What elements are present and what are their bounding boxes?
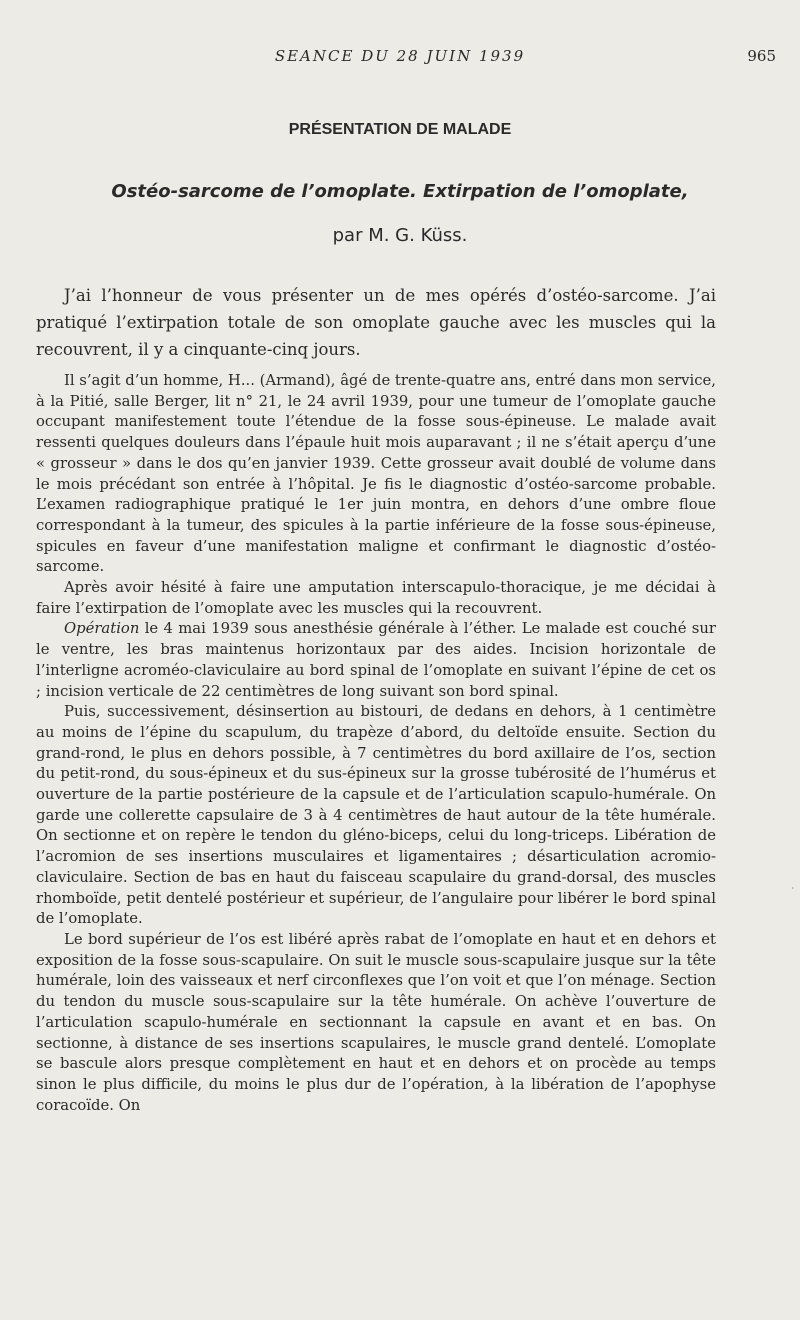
running-title: SEANCE DU 28 JUIN 1939 xyxy=(274,47,526,65)
intro-block xyxy=(36,282,716,363)
paragraph-operation xyxy=(36,619,716,702)
operation-text: le 4 mai 1939 sous anesthésie générale à l’éther. Le malade est couché sur le ventre, les bras maintenus horizontaux par des aides. Incision horizontale de l’interligne acroméo-claviculaire au bord spinal de l’omoplate en suivant l’épine de cet os ; incision verticale de 22 centimètres de long suivant son bord spinal. xyxy=(36,620,716,700)
body-text xyxy=(36,371,716,1116)
paragraph-liberation: Le bord supérieur de l’os est libéré après rabat de l’omoplate en haut et en dehors et exposition de la fosse sous-scapulaire. On suit le muscle sous-scapulaire jusque sur la tête humérale, loin des vaisseaux et nerf circonflexes que l’on voit et que l’on ménage. Section du tendon du muscle sous-scapulaire sur la tête humérale. On achève l’ouverture de l’articulation scapulo-humérale en sectionnant la capsule en avant et en bas. On sectionne, à distance de ses insertions scapulaires, le muscle grand dentelé. L’omoplate se bascule alors presque complètement en haut et en dehors et on procède au temps sinon le plus difficile, du moins le plus dur de l’opération, à la libération de l’apophyse coracoïde. On xyxy=(36,930,716,1114)
operation-label: Opération xyxy=(64,620,140,638)
paragraph-dissection: Puis, successivement, désinsertion au bistouri, de dedans en dehors, à 1 centimètre au moins de l’épine du scapulum, du trapèze d’abord, du deltoïde ensuite. Section du grand-rond, le plus en dehors possible, à 7 centimètres du bord axillaire de l’os, section du petit-rond, du sous-épineux et du sus-épineux sur la grosse tubérosité de l’humérus et ouverture de la partie postérieure de la capsule et de l’articulation scapulo-humérale. On garde une collerette capsulaire de 3 à 4 centimètres de haut autour de la tête humérale. On sectionne et on repère le tendon du gléno-biceps, celui du long-triceps. Libération de l’acromion de ses insertions musculaires et ligamentaires ; désarticulation acromio-claviculaire. Section de bas en haut du faisceau scapulaire du grand-dorsal, des muscles rhomboïde, petit dentelé postérieur et supérieur, de l’angulaire pour libérer le bord spinal de l’omoplate. xyxy=(36,703,716,928)
stray-mark: ᐧ xyxy=(791,882,794,895)
section-heading: PRÉSENTATION DE MALADE xyxy=(288,121,512,138)
paragraph-decision: Après avoir hésité à faire une amputation interscapulo-thoracique, je me décidai à faire l’extirpation de l’omoplate avec les muscles qui la recouvrent. xyxy=(36,579,716,617)
running-head xyxy=(0,44,800,68)
intro-paragraph: J’ai l’honneur de vous présenter un de mes opérés d’ostéo-sarcome. J’ai pratiqué l’extirpation totale de son omoplate gauche avec les muscles qui la recouvrent, il y a cinquante-cinq jours. xyxy=(36,286,716,359)
page-number: 965 xyxy=(747,47,776,65)
article-title: Ostéo-sarcome de l’omoplate. Extirpation de l’omoplate, xyxy=(111,181,689,202)
article-author: par M. G. Küss. xyxy=(332,225,468,246)
paragraph-case-history: Il s’agit d’un homme, H... (Armand), âgé de trente-quatre ans, entré dans mon service, à la Pitié, salle Berger, lit n° 21, le 24 avril 1939, pour une tumeur de l’omoplate gauche occupant manifestement toute l’étendue de la fosse sous-épineuse. Le malade avait ressenti quelques douleurs dans l’épaule huit mois auparavant ; il ne s’était aperçu d’une « grosseur » dans le dos qu’en janvier 1939. Cette grosseur avait doublé de volume dans le mois précédant son entrée à l’hôpital. Je fis le diagnostic d’ostéo-sarcome probable. L’examen radiographique pratiqué le 1er juin montra, en dehors d’une ombre floue correspondant à la tumeur, des spicules à la partie inférieure de la fosse sous-épineuse, spicules en faveur d’une manifestation maligne et confirmant le diagnostic d’ostéo-sarcome. xyxy=(36,372,716,576)
